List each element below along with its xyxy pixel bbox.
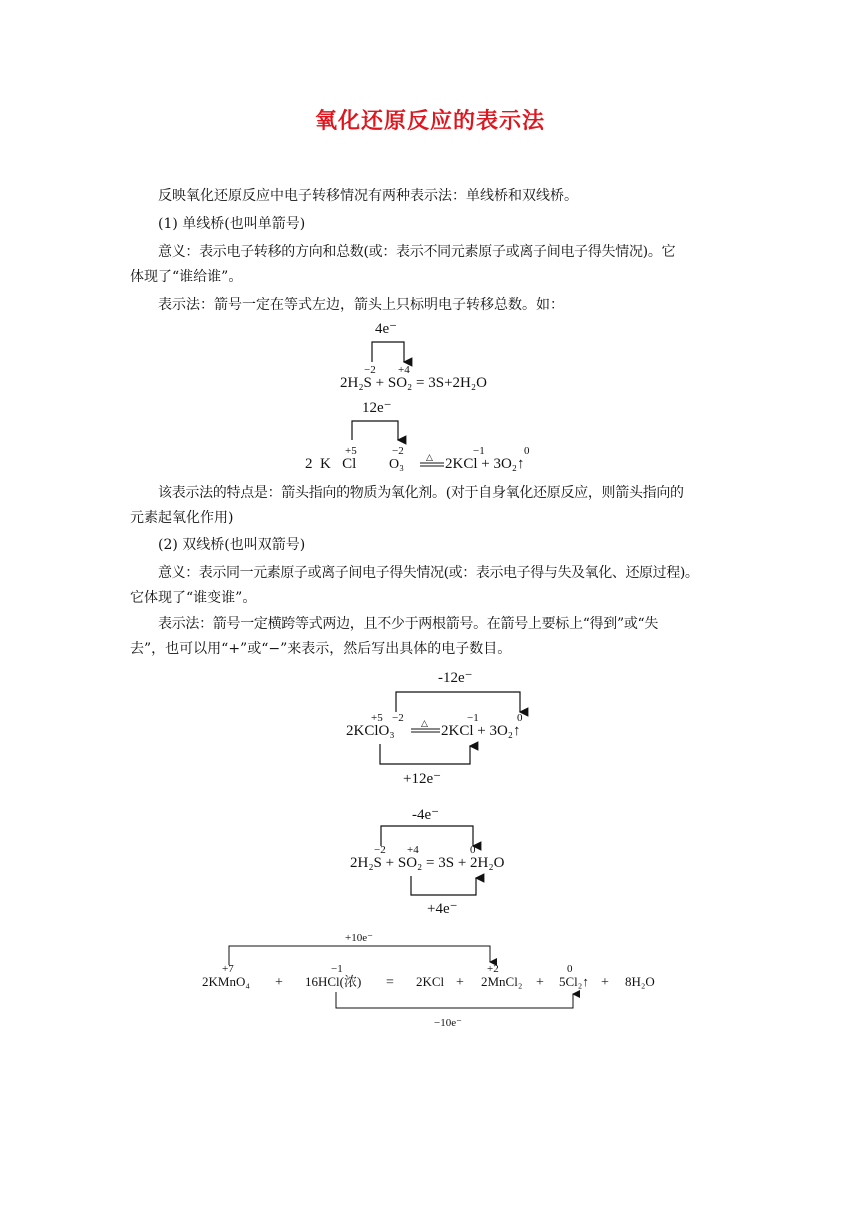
eq4-ox-1: −2 [374,844,386,856]
eq5-equals: = [386,975,394,990]
eq5-bottom-label: −10e⁻ [434,1017,462,1029]
single-feature-line2: 元素起氧化作用) [130,510,234,526]
equation-4 [350,807,505,917]
eq5-plus-1: + [275,975,283,990]
eq2-ox-4: 0 [524,445,530,457]
eq5-ox-1: +7 [222,963,234,975]
eq5-plus-2: + [456,975,464,990]
eq2-electron-label: 12e⁻ [362,400,392,416]
eq1-ox-2: +4 [398,364,410,376]
eq3-heat-sign: △ [421,718,428,728]
eq5-top-arrow [229,946,490,965]
eq4-top-label: -4e⁻ [412,807,440,823]
intro-paragraph: 反映氧化还原反应中电子转移情况有两种表示法：单线桥和双线桥。 [158,188,578,204]
eq3-right: 2KCl + 3O₂↑ [441,723,521,739]
equation-1 [340,321,487,391]
equation-2 [305,400,530,472]
eq5-top-label: +10e⁻ [345,932,373,944]
eq5-kcl: 2KCl [416,974,445,989]
double-method-line2: 去”，也可以用“+”或“−”来表示，然后写出具体的电子数目。 [130,641,512,657]
eq3-bottom-label: +12e⁻ [403,771,442,787]
eq4-bottom-label: +4e⁻ [427,901,458,917]
double-method-line1: 表示法：箭号一定横跨等式两边，且不少于两根箭号。在箭号上要标上“得到”或“失 [158,616,659,632]
eq5-kmno4: 2KMnO₄ [202,974,250,989]
page-title: 氧化还原反应的表示法 [314,108,545,134]
eq1-bridge-arrow [372,342,404,362]
eq5-hcl: 16HCl(浓) [305,974,362,989]
equation-5 [202,932,655,1029]
eq4-ox-3: 0 [470,844,476,856]
eq2-o3: O₃ [389,457,404,472]
eq3-top-label: -12e⁻ [438,670,473,686]
single-method-text: 表示法：箭号一定在等式左边，箭头上只标明电子转移总数。如： [158,297,564,313]
eq2-bridge-arrow [352,421,398,440]
eq5-ox-4: 0 [567,963,573,975]
eq2-ox-2: −2 [392,445,404,457]
eq3-ox-4: 0 [517,712,523,724]
eq4-top-arrow [381,826,473,846]
single-bridge-heading: (1) 单线桥(也叫单箭号) [158,216,306,232]
eq3-ox-2: −2 [392,712,404,724]
eq3-left: 2KClO₃ [346,723,395,739]
eq5-plus-4: + [601,975,609,990]
eq2-left: 2 K Cl [305,456,357,472]
single-meaning-line2: 体现了“谁给谁”。 [130,269,243,285]
eq5-cl2: 5Cl₂↑ [559,974,589,989]
single-feature-line1: 该表示法的特点是：箭头指向的物质为氧化剂。(对于自身氧化还原反应，则箭头指向的 [158,485,684,501]
eq4-ox-2: +4 [407,844,419,856]
eq5-bottom-arrow [336,992,573,1008]
eq1-formula: 2H₂S + SO₂ = 3S+2H₂O [340,375,487,391]
eq2-heat-sign: △ [426,452,433,462]
eq2-ox-1: +5 [345,445,357,457]
single-meaning-line1: 意义：表示电子转移的方向和总数(或：表示不同元素原子或离子间电子得失情况)。它 [158,244,676,260]
double-meaning-line2: 它体现了“谁变谁”。 [130,590,257,606]
eq3-ox-3: −1 [467,712,479,724]
eq4-formula: 2H₂S + SO₂ = 3S + 2H₂O [350,855,505,871]
double-meaning-line1: 意义：表示同一元素原子或离子间电子得失情况(或：表示电子得与失及氧化、还原过程)。 [158,565,699,581]
eq2-ox-3: −1 [473,445,485,457]
eq5-ox-2: −1 [331,963,343,975]
eq5-h2o: 8H₂O [625,974,655,989]
eq5-plus-3: + [536,975,544,990]
eq4-bottom-arrow [411,876,476,895]
equation-3 [346,670,523,787]
eq5-ox-3: +2 [487,963,499,975]
eq3-bottom-arrow [380,744,470,764]
eq1-electron-label: 4e⁻ [375,321,398,337]
eq2-right: 2KCl + 3O₂↑ [445,456,525,472]
eq3-top-arrow [396,692,520,712]
double-bridge-heading: (2) 双线桥(也叫双箭号) [158,537,306,553]
eq1-ox-1: −2 [364,364,376,376]
eq3-ox-1: +5 [371,712,383,724]
eq5-mncl2: 2MnCl₂ [481,974,523,989]
